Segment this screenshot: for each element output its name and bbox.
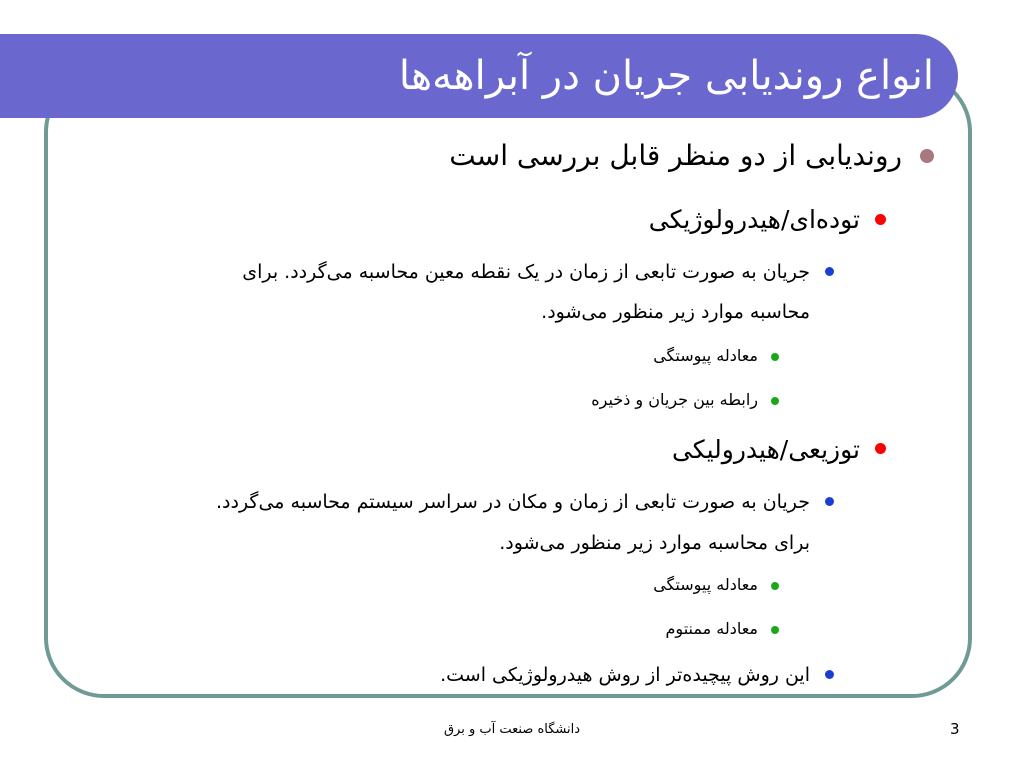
slide-title: انواع روندیابی جریان در آبراهه‌ها bbox=[398, 53, 934, 99]
bullet-level4-icon bbox=[771, 397, 779, 405]
item-level1: روندیابی از دو منظر قابل بررسی است bbox=[449, 139, 902, 172]
item-distributed-description-line2: برای محاسبه موارد زیر منظور می‌شود. bbox=[499, 532, 810, 554]
item-momentum-equation: معادله ممنتوم bbox=[665, 619, 758, 638]
footer-text: دانشگاه صنعت آب و برق bbox=[443, 722, 581, 737]
bullet-level2-icon bbox=[875, 214, 886, 225]
item-complexity-note: این روش پیچیده‌تر از روش هیدرولوژیکی است. bbox=[440, 664, 810, 686]
bullet-level2-icon bbox=[875, 443, 886, 454]
bullet-level3-icon bbox=[825, 497, 834, 506]
item-distributed-description-line1: جریان به صورت تابعی از زمان و مکان در سراسر سیستم محاسبه می‌گردد. bbox=[215, 491, 810, 513]
bullet-level4-icon bbox=[771, 582, 779, 590]
bullet-level4-icon bbox=[771, 626, 779, 634]
bullet-level3-icon bbox=[825, 670, 834, 679]
bullet-level3-icon bbox=[825, 267, 834, 276]
item-continuity-equation-2: معادله پیوستگی bbox=[653, 575, 758, 594]
item-lumped-hydrologic: توده‌ای/هیدرولوژیکی bbox=[648, 205, 860, 234]
bullet-level4-icon bbox=[771, 353, 779, 361]
page-number: 3 bbox=[950, 720, 960, 738]
item-lumped-description-line2: محاسبه موارد زیر منظور می‌شود. bbox=[541, 301, 810, 323]
item-storage-relation: رابطه بین جریان و ذخیره bbox=[591, 390, 758, 409]
item-lumped-description-line1: جریان به صورت تابعی از زمان در یک نقطه معین محاسبه می‌گردد. برای bbox=[242, 261, 810, 283]
item-distributed-hydraulic: توزیعی/هیدرولیکی bbox=[671, 435, 860, 464]
item-continuity-equation: معادله پیوستگی bbox=[653, 346, 758, 365]
bullet-level1-icon bbox=[920, 149, 934, 163]
